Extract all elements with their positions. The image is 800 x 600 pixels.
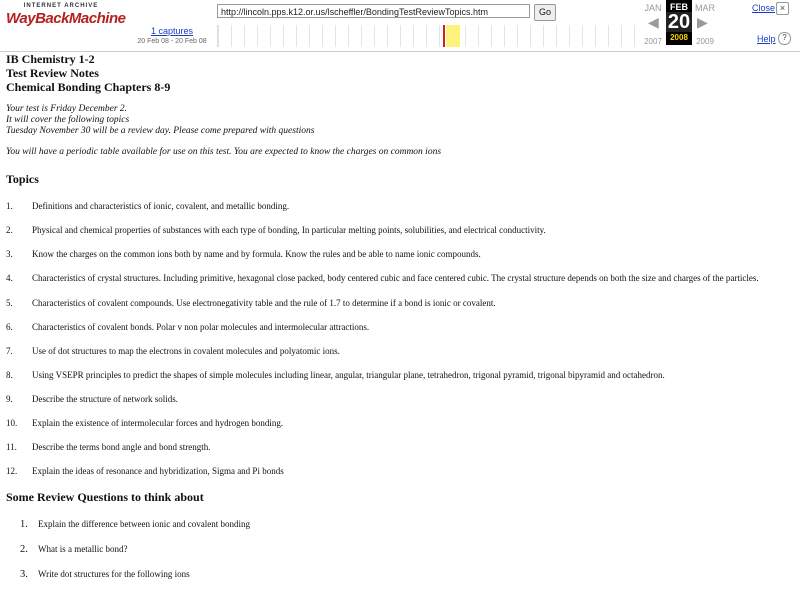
current-day: 20 bbox=[667, 11, 691, 33]
item-number: 9. bbox=[6, 394, 13, 404]
list-item bbox=[6, 346, 796, 357]
item-text: Write dot structures for the following ions bbox=[38, 569, 190, 579]
capture-timeline[interactable] bbox=[217, 25, 638, 47]
logo-main-text: WayBackMachine bbox=[6, 10, 126, 27]
intro-line: Your test is Friday December 2. bbox=[6, 104, 128, 114]
item-number: 4. bbox=[6, 273, 13, 283]
item-number: 10. bbox=[6, 418, 18, 428]
item-number: 2. bbox=[6, 225, 13, 235]
title-line: IB Chemistry 1-2 bbox=[6, 52, 95, 66]
list-item bbox=[6, 418, 796, 429]
list-item bbox=[6, 442, 796, 453]
item-text: Describe the terms bond angle and bond strength. bbox=[32, 442, 211, 452]
topics-heading: Topics bbox=[6, 172, 39, 186]
intro-text bbox=[6, 104, 796, 158]
item-text: Characteristics of covalent compounds. Use electronegativity table and the rule of 1.7 to determine if a bond is ionic or covalent. bbox=[32, 298, 496, 308]
item-text: Explain the difference between ionic and covalent bonding bbox=[38, 519, 251, 529]
prev-year-label[interactable]: 2007 bbox=[644, 37, 662, 46]
list-item bbox=[6, 201, 796, 212]
item-number: 3. bbox=[20, 569, 28, 580]
item-text: Using VSEPR principles to predict the shapes of simple molecules including linear, angular, triangular plane, tetrahedron, trigonal pyramid, trigonal bipyramid and octahedron. bbox=[32, 370, 665, 380]
captures-range: 20 Feb 08 - 20 Feb 08 bbox=[137, 38, 207, 45]
timeline-highlight bbox=[446, 25, 460, 47]
item-number: 11. bbox=[6, 442, 17, 452]
timeline-capture-mark[interactable] bbox=[443, 25, 445, 47]
questions-list bbox=[6, 519, 796, 580]
item-number: 2. bbox=[20, 544, 28, 555]
item-number: 8. bbox=[6, 370, 13, 380]
next-month-label[interactable]: MAR bbox=[695, 3, 715, 13]
item-number: 12. bbox=[6, 466, 18, 476]
url-input[interactable]: http://lincoln.pps.k12.or.us/lscheffler/BondingTestReviewTopics.htm bbox=[217, 4, 530, 18]
item-text: Characteristics of covalent bonds. Polar v non polar molecules and intermolecular attractions. bbox=[32, 322, 370, 332]
list-item bbox=[6, 322, 796, 333]
wayback-toolbar bbox=[0, 0, 800, 52]
list-item bbox=[6, 394, 796, 405]
go-button[interactable]: Go bbox=[534, 4, 556, 21]
intro-line: It will cover the following topics bbox=[6, 115, 130, 125]
close-icon[interactable]: × bbox=[776, 2, 789, 15]
item-text: Use of dot structures to map the electrons in covalent molecules and polyatomic ions. bbox=[32, 346, 340, 356]
help-link[interactable]: Help bbox=[757, 34, 776, 44]
captures-info bbox=[132, 26, 212, 45]
wayback-logo[interactable] bbox=[6, 3, 126, 39]
list-item bbox=[6, 298, 796, 309]
current-month: FEB bbox=[670, 2, 688, 12]
list-item bbox=[6, 273, 796, 284]
list-item bbox=[6, 569, 796, 580]
list-item bbox=[6, 225, 796, 236]
item-number: 3. bbox=[6, 249, 13, 259]
list-item bbox=[6, 544, 796, 555]
item-text: Explain the ideas of resonance and hybridization, Sigma and Pi bonds bbox=[32, 466, 284, 476]
list-item bbox=[6, 519, 796, 530]
close-link[interactable]: Close bbox=[752, 3, 776, 13]
item-text: Know the charges on the common ions both by name and by formula. Know the rules and be able to name ionic compounds. bbox=[32, 249, 481, 259]
logo-top-text: INTERNET ARCHIVE bbox=[23, 3, 99, 9]
prev-month-label[interactable]: JAN bbox=[644, 3, 662, 13]
list-item bbox=[6, 249, 796, 260]
item-text: Describe the structure of network solids. bbox=[32, 394, 178, 404]
item-number: 5. bbox=[6, 298, 13, 308]
title-line: Chemical Bonding Chapters 8-9 bbox=[6, 80, 171, 94]
current-date bbox=[666, 0, 692, 45]
next-arrow-icon[interactable]: ▶ bbox=[697, 14, 708, 30]
help-icon[interactable]: ? bbox=[778, 32, 791, 45]
item-text: Physical and chemical properties of substances with each type of bonding, In particular melting points, solubilities, and electrical conductivity. bbox=[32, 225, 546, 235]
topics-list bbox=[6, 201, 796, 477]
prev-arrow-icon[interactable]: ◀ bbox=[648, 14, 659, 30]
title-line: Test Review Notes bbox=[6, 66, 99, 80]
captures-link[interactable]: 1 captures bbox=[150, 26, 194, 36]
item-number: 7. bbox=[6, 346, 13, 356]
current-year: 2008 bbox=[670, 33, 688, 42]
intro-line: Tuesday November 30 will be a review day. Please come prepared with questions bbox=[6, 126, 315, 136]
item-number: 1. bbox=[20, 519, 28, 530]
questions-heading: Some Review Questions to think about bbox=[6, 490, 204, 504]
page-content bbox=[6, 52, 796, 580]
item-number: 6. bbox=[6, 322, 13, 332]
next-year-label[interactable]: 2009 bbox=[696, 37, 714, 46]
item-number: 1. bbox=[6, 201, 13, 211]
item-text: What is a metallic bond? bbox=[38, 544, 128, 554]
item-text: Characteristics of crystal structures. Including primitive, hexagonal close packed, body centered cubic and face centered cubic. The crystal structure depends on both the size and charges of the particles. bbox=[32, 273, 759, 283]
item-text: Explain the existence of intermolecular forces and hydrogen bonding. bbox=[32, 418, 284, 428]
item-text: Definitions and characteristics of ionic, covalent, and metallic bonding. bbox=[32, 201, 290, 211]
intro-note: You will have a periodic table available for use on this test. You are expected to know the charges on common ions bbox=[6, 147, 442, 157]
list-item bbox=[6, 466, 796, 477]
page-title bbox=[6, 52, 796, 94]
list-item bbox=[6, 370, 796, 381]
